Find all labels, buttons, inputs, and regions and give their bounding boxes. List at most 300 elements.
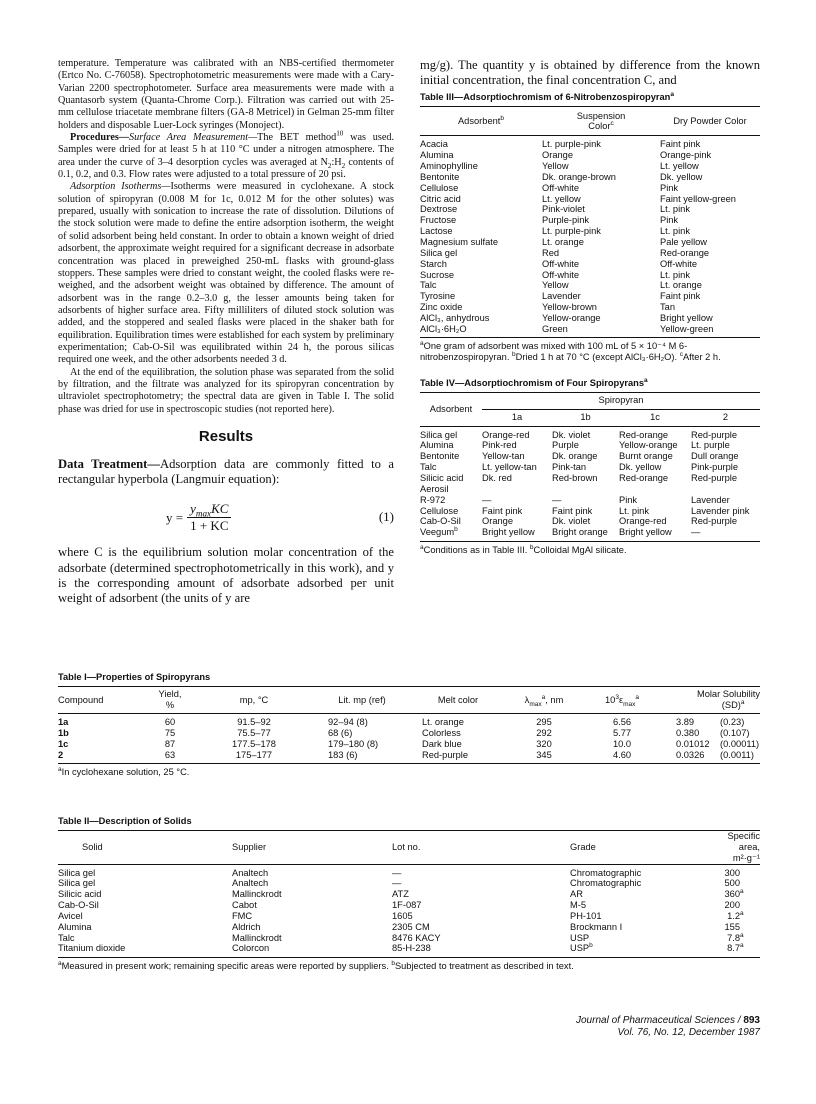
header-yield-line1: Yield, <box>158 689 182 700</box>
table-2 <box>58 816 760 973</box>
solubility-value: 0.01012 <box>676 738 710 749</box>
cell-supplier: Mallinckrodt <box>232 889 282 900</box>
cell-grade <box>542 864 720 878</box>
table-row <box>420 172 760 183</box>
cell-color-c2: Bright orange <box>552 527 608 538</box>
cell-color-c3: Orange-red <box>619 516 667 527</box>
header-yield-line2: % <box>165 700 175 710</box>
cell-adsorbent: Dextrose <box>420 204 458 215</box>
footnote-a-text: One gram of adsorbent was mixed with 100 mL of 5 × 10⁻⁴ M 6-nitrobenzospiropyran. <box>420 340 688 363</box>
area-value: 155 <box>724 921 740 932</box>
footnote-b-mark: b <box>391 960 395 968</box>
cell-dry-powder-color: Tan <box>660 302 675 313</box>
adsorbent-name: Cab-O-Sil <box>420 516 461 527</box>
table-3-header-suspension <box>542 107 660 136</box>
langmuir-equation <box>58 495 394 535</box>
table-1-caption: Table I—Properties of Spiropyrans <box>58 672 211 682</box>
paragraph-surface-area <box>58 129 395 181</box>
cell-suspension-color: Pink-violet <box>542 204 585 215</box>
adsorbent-name: Talc <box>420 462 437 473</box>
cell-lot: 85-H-238 <box>392 943 431 954</box>
footnote-a-text: Conditions as in Table III. <box>423 545 530 556</box>
cell-yield: 75 <box>164 727 176 738</box>
cell-adsorbent: Acacia <box>420 139 448 150</box>
cell-color-c4: Lavender pink <box>691 505 750 516</box>
footnote-b-text: Dried 1 h at 70 °C (except AlCl₃·6H₂O). <box>515 352 680 363</box>
table-3-caption <box>420 92 760 102</box>
cell-adsorbent: Tyrosine <box>420 291 456 302</box>
table-row <box>58 922 760 933</box>
cell-lit-mp: 179–180 (8) <box>328 738 379 749</box>
cell-lambda-max: 295 <box>536 717 552 727</box>
results-heading: Results <box>198 427 254 445</box>
table-row <box>420 302 760 313</box>
table-1-header-yield <box>146 687 194 714</box>
grade-text: Brockmann I <box>570 921 623 932</box>
cell-suspension-color: Lt. purple-pink <box>542 226 601 237</box>
table-row <box>58 943 760 957</box>
area-value: 1.2 <box>727 910 740 921</box>
surface-area-text-b: was used. Samples were dried for at least 5 h at 110 °C under a nitrogen atmosphere. The area under the curve of 3–4 desorption cycles was averaged at N <box>58 132 394 168</box>
table-row <box>420 215 760 226</box>
cell-color-c4: Pink-purple <box>691 462 739 473</box>
cell-supplier: FMC <box>232 910 253 921</box>
table-2-caption: Table II—Description of Solids <box>58 816 192 826</box>
journal-citation <box>548 1015 760 1027</box>
footnote-a-text: Measured in present work; remaining specific areas were reported by suppliers. <box>61 961 392 972</box>
reference-10: 10 <box>336 129 344 138</box>
cell-dry-powder-color: Lt. yellow <box>660 161 699 172</box>
cell-yield: 87 <box>164 738 176 749</box>
data-treatment-heading: Data Treatment— <box>58 456 160 471</box>
table-row <box>420 291 760 302</box>
cell-epsilon-max: 4.60 <box>612 749 632 760</box>
cell-color-c1 <box>482 484 552 495</box>
cell-dry-powder-color: Orange-pink <box>660 150 712 161</box>
cell-color-c1: Dk. red <box>482 472 512 483</box>
adsorbent-name: Bentonite <box>420 451 460 462</box>
cell-melt-color: Colorless <box>422 727 461 738</box>
cell-color-c2: Purple <box>552 440 579 451</box>
grade-text: M-5 <box>570 900 587 911</box>
cell-adsorbent <box>420 495 482 506</box>
table-1-header-lambda <box>506 687 582 714</box>
cell-solubility <box>662 750 760 764</box>
table-row <box>420 451 760 462</box>
cell-dry-powder-color: Lt. pink <box>660 226 690 237</box>
cell-color-c2 <box>552 484 619 495</box>
cell-suspension-color: Yellow <box>542 280 569 291</box>
cell-solid: Silicic acid <box>58 889 102 900</box>
cell-suspension-color: Yellow-brown <box>542 302 597 313</box>
header-adsorbent-text: Adsorbent <box>457 115 501 126</box>
surface-area-text-d: contents of 0.1, 0.2, and 0.3. Flow rates were adjusted to a total pressure of 20 psi. <box>58 156 395 181</box>
cell-grade <box>542 943 720 957</box>
cell-color-c3: Red-orange <box>619 472 669 483</box>
eps-sub: max <box>623 700 636 708</box>
procedures-heading: Procedures— <box>70 132 130 144</box>
cell-color-c4: Dull orange <box>691 451 739 462</box>
cell-color-c2: Red-brown <box>552 472 598 483</box>
cell-solubility <box>662 714 760 728</box>
footnote-b-text: Colloidal MgAl silicate. <box>533 545 627 556</box>
cell-melt-color: Dark blue <box>422 738 462 749</box>
cell-color-c3: Pink <box>619 494 638 505</box>
cell-compound: 1c <box>58 738 69 749</box>
table-1-header-melt: Melt color <box>437 694 479 705</box>
cell-adsorbent: Aminophylline <box>420 161 478 172</box>
cell-color-c4 <box>691 484 760 495</box>
grade-text: Chromatographic <box>570 878 642 889</box>
table-row <box>58 750 760 764</box>
table-row <box>420 473 760 484</box>
cell-dry-powder-color: Lt. pink <box>660 204 690 215</box>
cell-adsorbent: AlCl₃·6H₂O <box>420 323 467 334</box>
cell-adsorbent: Alumina <box>420 150 454 161</box>
cell-lot: 1605 <box>392 910 413 921</box>
grade-text: AR <box>570 889 583 900</box>
cell-suspension-color: Purple-pink <box>542 215 590 226</box>
cell-area <box>720 922 760 933</box>
adsorbent-name: Cellulose <box>420 505 459 516</box>
grade-text: USP <box>570 932 590 943</box>
grade-text: Chromatographic <box>570 867 642 878</box>
lambda-unit: , nm <box>545 694 564 705</box>
cell-color-c2: Dk. orange <box>552 451 598 462</box>
table-row <box>420 259 760 270</box>
cell-suspension-color: Off-white <box>542 182 580 193</box>
table-4-grid <box>420 392 760 542</box>
table-3-header-adsorbent <box>420 107 542 136</box>
cell-area: 1.2$^a$ <box>727 909 744 921</box>
cell-area <box>720 864 760 878</box>
table-row <box>58 728 760 739</box>
table-4-footnote <box>420 545 760 557</box>
equation-fraction <box>187 501 231 534</box>
table-row <box>420 516 760 527</box>
table-3-caption-text: Table III—Adsorptiochromism of 6-Nitrobenzospiropyran <box>420 92 671 103</box>
cell-solid: Titanium dioxide <box>58 943 126 954</box>
cell-suspension-color: Yellow <box>542 161 569 172</box>
header-suspension-line2: Color <box>588 121 611 132</box>
cell-color-c3: Red-orange <box>619 429 669 440</box>
footnote-c-mark: c <box>679 351 683 358</box>
table-row <box>420 484 760 495</box>
table-1-header-solubility <box>662 687 760 714</box>
cell-adsorbent <box>420 426 482 440</box>
table-row <box>58 900 760 911</box>
cell-supplier: Analtech <box>232 878 269 889</box>
cell-dry-powder-color: Lt. orange <box>660 280 702 291</box>
cell-color-c4: Lt. purple <box>691 440 730 451</box>
solubility-sd: (0.0011) <box>720 749 754 760</box>
adsorbent-mark: b <box>454 526 458 534</box>
cell-grade <box>542 911 720 922</box>
cell-color-c4: Red-purple <box>691 429 737 440</box>
table-4-header-2: 2 <box>722 412 729 423</box>
surface-area-text-a: The BET method <box>257 132 337 144</box>
cell-supplier: Colorcon <box>232 943 270 954</box>
cell-color-c4: Lavender <box>691 494 730 505</box>
area-value: 7.8 <box>727 932 740 943</box>
area-value: 500 <box>724 878 740 889</box>
cell-adsorbent <box>420 506 482 517</box>
cell-color-c4: Red-purple <box>691 472 737 483</box>
table-1-header-compound: Compound <box>58 694 104 705</box>
header-suspension-line1: Suspension <box>576 110 626 121</box>
table-row <box>420 462 760 473</box>
cell-color-c4: — <box>691 527 701 538</box>
cell-adsorbent: AlCl₃, anhydrous <box>420 312 490 323</box>
table-4-header-group: Spiropyran <box>482 392 760 409</box>
cell-dry-powder-color: Dk. yellow <box>660 171 703 182</box>
table-4-caption <box>420 378 760 388</box>
numerator-max: max <box>195 508 212 519</box>
table-row <box>420 237 760 248</box>
table-4-header-1b: 1b <box>580 412 591 423</box>
cell-solubility <box>662 728 760 739</box>
table-row <box>420 270 760 281</box>
table-2-header-area <box>720 831 760 865</box>
cell-adsorbent: Zinc oxide <box>420 302 463 313</box>
numerator-kc: KC <box>211 501 229 517</box>
table-1-grid <box>58 686 760 764</box>
cell-suspension-color: Lavender <box>542 291 581 302</box>
cell-supplier: Cabot <box>232 900 257 911</box>
table-row <box>420 136 760 150</box>
adsorbent-name: Alumina <box>420 440 454 451</box>
cell-color-c3: Burnt orange <box>619 451 673 462</box>
cell-lot: ATZ <box>392 889 409 900</box>
table-1-footnote <box>58 767 760 779</box>
cell-adsorbent <box>420 451 482 462</box>
footnote-b-mark: b <box>512 351 516 358</box>
footnote-a-text: In cyclohexane solution, 25 °C. <box>61 767 190 778</box>
cell-suspension-color: Lt. purple-pink <box>542 139 601 150</box>
cell-dry-powder-color: Faint yellow-green <box>660 193 736 204</box>
lambda-symbol: λ <box>524 694 530 705</box>
table-row <box>420 226 760 237</box>
cell-yield: 60 <box>164 717 176 727</box>
solubility-value: 3.89 <box>676 717 695 727</box>
cell-color-c4: Red-purple <box>691 516 737 527</box>
cell-color-c2: Pink-tan <box>552 462 587 473</box>
cell-dry-powder-color: Off-white <box>660 258 698 269</box>
equation-denominator: 1 + KC <box>190 518 229 534</box>
eps-mark: a <box>635 693 640 701</box>
table-row <box>420 150 760 161</box>
table-4-caption-text: Table IV—Adsorptiochromism of Four Spiropyrans <box>420 377 645 388</box>
cell-color-c1: Orange <box>482 516 514 527</box>
cell-lit-mp: 68 (6) <box>328 727 353 738</box>
table-row <box>58 878 760 889</box>
eps-symbol: ε <box>618 694 624 705</box>
table-row <box>420 324 760 337</box>
cell-area: 8.7$^a$ <box>727 942 744 954</box>
cell-suspension-color: Lt. orange <box>542 237 584 247</box>
cell-color-c3: Bright yellow <box>619 527 672 538</box>
table-2-footnote <box>58 961 760 973</box>
table-row <box>58 864 760 878</box>
cell-adsorbent: Magnesium sulfate <box>420 237 499 247</box>
table-1-header-epsilon <box>582 687 662 714</box>
cell-suspension-color: Off-white <box>542 258 580 269</box>
cell-suspension-color: Off-white <box>542 269 580 280</box>
cell-suspension-color: Red <box>542 247 560 258</box>
table-row <box>420 204 760 215</box>
header-adsorbent-mark: b <box>500 114 504 122</box>
cell-color-c3: Yellow-orange <box>619 440 678 451</box>
cell-dry-powder-color: Bright yellow <box>660 312 713 323</box>
cell-dry-powder-color: Pink <box>660 215 679 226</box>
cell-color-c1: Pink-red <box>482 440 517 451</box>
cell-melt-color: Red-purple <box>422 749 468 760</box>
paragraph-equilibrium: At the end of the equilibration, the solution phase was separated from the solid by filtration, and the filtrate was analyzed for its spiropyran concentration by ultraviolet spectrophotometry; the spectral data are given in Table I. The solid phase was dried for use in spectroscopic studies (not reported here). <box>58 366 394 415</box>
adsorbent-name: Silicic acid <box>420 472 464 483</box>
table-row <box>420 280 760 291</box>
cell-compound: 2 <box>58 749 64 760</box>
surface-area-heading: Surface Area Measurement— <box>129 132 258 144</box>
table-2-grid <box>58 830 760 958</box>
table-2-header-lot: Lot no. <box>392 841 421 852</box>
cell-color-c1: Lt. yellow-tan <box>482 462 537 473</box>
cell-adsorbent <box>420 462 482 473</box>
table-row <box>58 714 760 728</box>
cell-grade <box>542 878 720 889</box>
cell-color-c1: Bright yellow <box>482 527 535 538</box>
footnote-a-mark: a <box>58 766 62 774</box>
cell-color-c1: Orange-red <box>482 429 530 440</box>
footnote-c-text: After 2 h. <box>682 352 721 363</box>
cell-lambda-max: 345 <box>536 749 552 760</box>
cell-supplier: Analtech <box>232 867 269 878</box>
eps-exponent: 3 <box>615 693 619 701</box>
grade-text: PH-101 <box>570 910 602 921</box>
paragraph-continuation: mg/g). The quantity y is obtained by difference from the known initial concentration, the final concentration C, and <box>420 58 760 88</box>
area-value: 360 <box>724 889 740 900</box>
equation-number: (1) <box>378 509 394 525</box>
journal-name: Journal of Pharmaceutical Sciences / <box>576 1015 744 1026</box>
cell-adsorbent: Citric acid <box>420 193 461 204</box>
cell-color-c3: Dk. yellow <box>619 462 662 473</box>
cell-mp: 75.5–77 <box>237 727 271 738</box>
right-column <box>420 58 760 557</box>
cell-color-c1: Faint pink <box>482 505 523 516</box>
cell-epsilon-max: 10.0 <box>612 738 632 749</box>
table-1 <box>58 672 760 779</box>
cell-adsorbent: Lactose <box>420 226 453 237</box>
footnote-b-text: Subjected to treatment as described in text. <box>394 961 574 972</box>
cell-lot: 2305 CM <box>392 921 430 932</box>
paragraph-data-treatment <box>58 457 394 487</box>
equation-numerator <box>187 501 231 518</box>
equation-lhs: y = <box>166 509 184 525</box>
cell-adsorbent: Silica gel <box>420 247 458 258</box>
cell-solid: Talc <box>58 932 75 943</box>
table-row <box>58 739 760 750</box>
page-number: 893 <box>743 1015 760 1026</box>
cell-grade <box>542 922 720 933</box>
cell-adsorbent <box>420 484 482 495</box>
cell-lit-mp: 92–94 (8) <box>328 717 368 727</box>
table-3-header-dry: Dry Powder Color <box>673 115 747 126</box>
adsorption-heading: Adsorption Isotherms— <box>70 181 171 193</box>
cell-compound: 1b <box>58 727 69 738</box>
cell-solid: Silica gel <box>58 878 96 889</box>
cell-mp: 91.5–92 <box>237 717 271 727</box>
table-4-header-1c: 1c <box>650 412 660 423</box>
cell-suspension-color: Dk. orange-brown <box>542 171 616 182</box>
table-3 <box>420 92 760 363</box>
cell-adsorbent <box>420 516 482 527</box>
table-row <box>420 194 760 205</box>
cell-solid: Cab-O-Sil <box>58 900 99 911</box>
table-3-caption-mark: a <box>670 91 674 99</box>
header-area-line2: m²·g⁻¹ <box>732 852 760 863</box>
header-sol-line1: Molar Solubility <box>696 689 760 700</box>
cell-lambda-max: 292 <box>536 727 552 738</box>
cell-dry-powder-color: Pale yellow <box>660 237 708 247</box>
table-2-header-grade: Grade <box>570 841 596 852</box>
journal-volume: Vol. 76, No. 12, December 1987 <box>617 1027 760 1038</box>
cell-lit-mp: 183 (6) <box>328 749 358 760</box>
numerator-y: y <box>190 501 196 517</box>
surface-area-text-c: :H <box>331 156 342 168</box>
cell-color-c1: Yellow-tan <box>482 451 525 462</box>
subscript-2a: 2 <box>327 161 332 170</box>
adsorbent-name: Silica gel <box>420 429 458 440</box>
solubility-sd: (0.23) <box>720 717 745 727</box>
cell-dry-powder-color: Faint pink <box>660 291 701 302</box>
paragraph-where: where C is the equilibrium solution molar concentration of the adsorbate (determined spectrophotometrically in this work), and y is the corresponding amount of adsorbate adsorbed per unit weight of adsorbent (the units of y are <box>58 545 394 605</box>
adsorbent-name: Aerosil <box>420 483 449 494</box>
journal-footer <box>548 1015 760 1039</box>
cell-grade <box>542 933 720 944</box>
table-4-caption-mark: a <box>644 376 648 384</box>
table-3-footnote <box>420 341 760 364</box>
cell-solubility <box>662 739 760 750</box>
cell-suspension-color: Yellow-orange <box>542 312 601 323</box>
header-sol-line2: (SD) <box>721 700 741 710</box>
eps-prefix: 10 <box>604 694 616 705</box>
cell-lambda-max: 320 <box>536 738 552 749</box>
table-row <box>420 183 760 194</box>
solubility-value: 0.0326 <box>676 749 705 760</box>
cell-suspension-color: Green <box>542 323 568 334</box>
cell-grade <box>542 900 720 911</box>
table-2-header-supplier: Supplier <box>232 841 267 852</box>
paragraph-intro: temperature. Temperature was calibrated with an NBS-certified thermometer (Ertco No. C-76058). Spectrophotometric measurements were made with a Cary-Varian 2200 spectrophotometer. Surface area measurements were made with a Quantasorb system (Quanta-Chrome Corp.). Filtration was carried out with 25-mm cellulose triacetate membrane filters (GA-8 Metricel) in Gelman 25-mm filter holders and disposable Luer-Lock syringes (Monoject). <box>58 58 394 131</box>
cell-melt-color: Lt. orange <box>422 717 464 727</box>
cell-adsorbent: Sucrose <box>420 269 455 280</box>
cell-adsorbent: Talc <box>420 280 437 291</box>
solubility-value: 0.380 <box>676 727 700 738</box>
adsorption-text: Isotherms were measured in cyclohexane. A stock solution of spiropyran (0.008 M for 1c, 0.012 M for the other solutes) was prepared, usually with sonication to increase the rate of dissolution. Dilutions of the stock solution were made to define the entire adsorption isotherm, the weight of solid adsorbent being held constant. In order to obtain a known weight of dried adsorbent, the approximate weight required for a significant decrease in adsorbate concentration was placed in preweighed 250-mL flasks with ground-glass stoppers. These samples were dried to constant weight, the cooled flasks were re-weighed, and the adsorbent weight was obtained by difference. The amount of adsorbent was in the range 0.2–3.0 g, the lesser amounts being taken for adsorbents of higher surface area. Fifty milliliters of diluted stock solution was added, and the stoppered and sealed flasks were placed in the shaker bath for equilibration. Equilibration times were established for each system by preliminary experimentation; Cab-O-Sil was equilibrated within 24 h, the porous silicas required one week, and the other adsorbents needed 3 d. <box>58 181 394 366</box>
cell-adsorbent: Cellulose <box>420 182 459 193</box>
cell-color-c3 <box>619 484 691 495</box>
table-row <box>420 248 760 259</box>
table-1-header-mp: mp, °C <box>239 694 269 705</box>
cell-solid: Silica gel <box>58 867 96 878</box>
footnote-a-mark: a <box>420 543 424 551</box>
header-area-line1: Specific area, <box>727 831 760 852</box>
table-4-header-adsorbent: Adsorbent <box>420 392 482 426</box>
subscript-2b: 2 <box>341 161 346 170</box>
cell-supplier: Mallinckrodt <box>232 932 282 943</box>
solubility-sd: (0.107) <box>720 727 750 738</box>
header-sol-mark: a <box>740 698 745 706</box>
data-treatment-text: Adsorption data are commonly fitted to a rectangular hyperbola (Langmuir equation): <box>58 456 394 487</box>
